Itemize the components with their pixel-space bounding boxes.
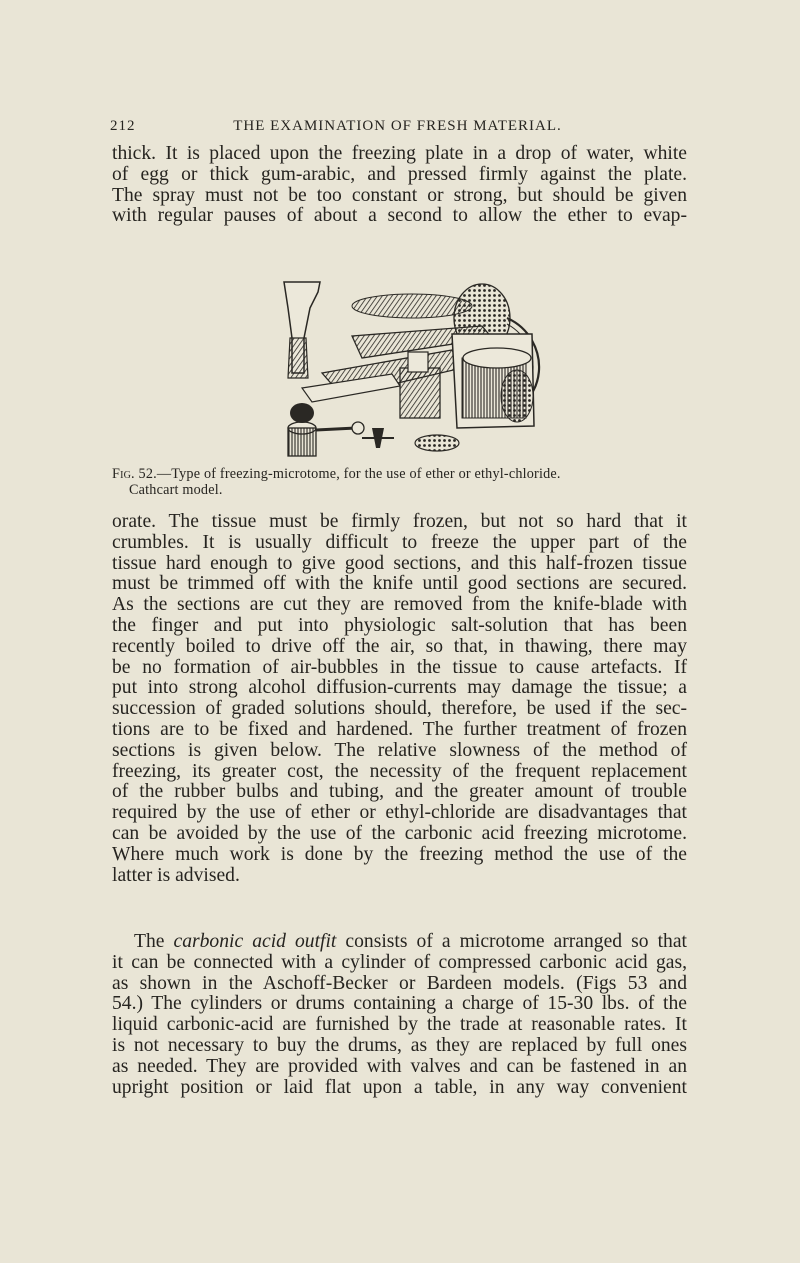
caption-line: Cathcart model. <box>129 482 223 498</box>
paragraph-3 <box>112 932 687 1098</box>
page-number: 212 <box>110 118 136 134</box>
figure-label: Fig. 52. <box>112 466 157 482</box>
figure-caption <box>112 466 687 498</box>
text-line: freezing, its greater cost, the necessity of the frequent replacement <box>112 760 687 782</box>
text-line: succession of graded solutions should, therefore, be used if the sec- <box>112 698 687 720</box>
caption-line <box>112 466 687 482</box>
text-line: of the rubber bulbs and tubing, and the greater amount of trouble <box>112 781 687 803</box>
text-line: as shown in the Aschoff-Becker or Bardeen models. (Figs 53 and <box>112 972 687 994</box>
text-line: required by the use of ether or ethyl-chloride are disadvantages that <box>112 802 687 824</box>
text-line: The spray must not be too constant or strong, but should be given <box>112 184 687 206</box>
text-line <box>112 932 687 953</box>
text-line: recently boiled to drive off the air, so that, in thawing, there may <box>112 635 687 657</box>
emphasized-term: carbonic acid outfit <box>173 931 337 952</box>
freezing-microtome-engraving <box>282 278 560 458</box>
text-line: put into strong alcohol diffusion-currents may damage the tissue; a <box>112 677 687 699</box>
text-line: 54.) The cylinders or drums containing a charge of 15-30 lbs. of the <box>112 993 687 1015</box>
text-line: it can be connected with a cylinder of compressed carbonic acid gas, <box>112 951 687 973</box>
text-line: must be trimmed off with the knife until good sections are secured. <box>112 573 687 595</box>
paragraph-1 <box>112 144 687 227</box>
text-line: of egg or thick gum-arabic, and pressed firmly against the plate. <box>112 163 687 185</box>
line-rest: consists of a microtome arranged so that <box>336 931 687 952</box>
microtome-illustration <box>282 278 560 458</box>
text-line: As the sections are cut they are removed from the knife-blade with <box>112 594 687 616</box>
text-line: sections is given below. The relative slowness of the method of <box>112 739 687 761</box>
text-line: liquid carbonic-acid are furnished by the trade at reasonable rates. It <box>112 1014 687 1036</box>
text-line: crumbles. It is usually difficult to freeze the upper part of the <box>112 531 687 553</box>
text-line: be no formation of air-bubbles in the tissue to cause artefacts. If <box>112 656 687 678</box>
text-line: Where much work is done by the freezing method the use of the <box>112 843 687 865</box>
lead-text: The <box>134 931 174 952</box>
text-line: tions are to be fixed and hardened. The further treatment of frozen <box>112 718 687 740</box>
paragraph-2 <box>112 512 687 886</box>
text-line: upright position or laid flat upon a table, in any way convenient <box>112 1076 687 1098</box>
text-line: latter is advised. <box>112 864 240 886</box>
text-line: as needed. They are provided with valves and can be fastened in an <box>112 1055 687 1077</box>
text-line: thick. It is placed upon the freezing plate in a drop of water, white <box>112 143 687 164</box>
text-line: tissue hard enough to give good sections, and this half-frozen tissue <box>112 552 687 574</box>
text-line: orate. The tissue must be firmly frozen, but not so hard that it <box>112 511 687 532</box>
text-line: with regular pauses of about a second to allow the ether to evap- <box>112 205 687 227</box>
text-line: is not necessary to buy the drums, as they are replaced by full ones <box>112 1034 687 1056</box>
text-line: can be avoided by the use of the carbonic acid freezing microtome. <box>112 822 687 844</box>
running-title: THE EXAMINATION OF FRESH MATERIAL. <box>233 118 562 134</box>
caption-text: —Type of freezing-microtome, for the use of ether or ethyl-chloride. <box>156 466 561 482</box>
text-line: the finger and put into physiologic salt-solution that has been <box>112 614 687 636</box>
